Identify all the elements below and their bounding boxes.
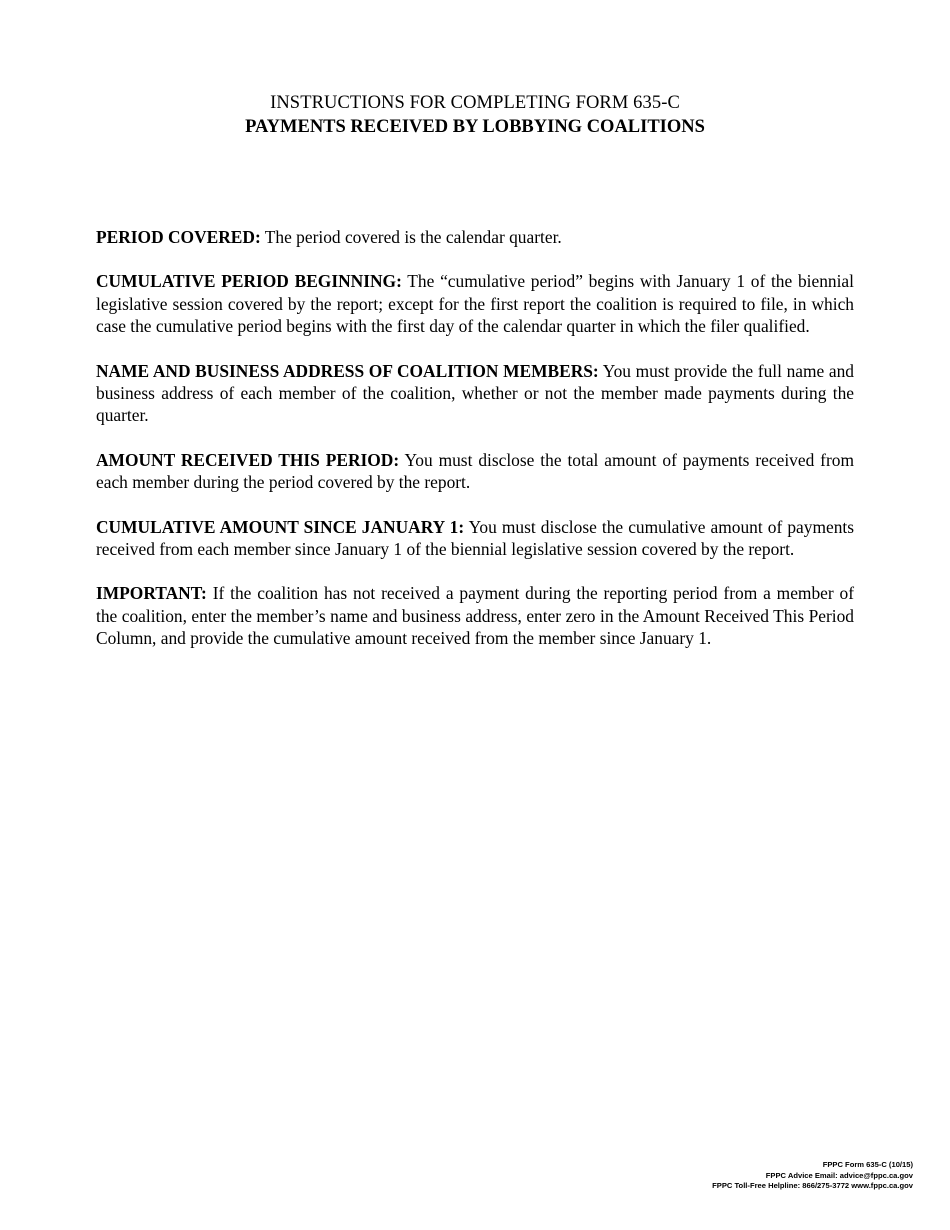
section-amount-received-this-period xyxy=(96,449,854,494)
page-footer xyxy=(712,1160,913,1192)
section-heading: IMPORTANT: xyxy=(96,583,207,604)
instructions-body xyxy=(96,226,854,672)
section-cumulative-period-beginning xyxy=(96,270,854,337)
section-text: You must provide the full name and business address of each member of the coalition, whether or not the member made payments during the quarter. xyxy=(96,360,855,426)
section-heading: CUMULATIVE PERIOD BEGINNING: xyxy=(96,271,402,292)
section-name-and-business-address xyxy=(96,360,854,427)
section-text: If the coalition has not received a payment during the reporting period from a member of the coalition, enter the member’s name and business address, enter zero in the Amount Received This Period Column, and provide the cumulative amount received from the member since January 1. xyxy=(96,583,854,649)
section-important xyxy=(96,582,854,649)
section-text: You must disclose the cumulative amount of payments received from each member since January 1 of the biennial legislative session covered by the report. xyxy=(96,516,854,560)
section-period-covered xyxy=(96,226,854,248)
document-title xyxy=(0,91,950,139)
footer-advice-email: FPPC Advice Email: advice@fppc.ca.gov xyxy=(765,1170,913,1180)
title-line-form-name: PAYMENTS RECEIVED BY LOBBYING COALITIONS xyxy=(245,117,705,137)
section-heading: NAME AND BUSINESS ADDRESS OF COALITION MEMBERS: xyxy=(96,360,599,381)
section-heading: AMOUNT RECEIVED THIS PERIOD: xyxy=(96,449,400,470)
section-heading: PERIOD COVERED: xyxy=(96,227,261,247)
title-line-instructions: INSTRUCTIONS FOR COMPLETING FORM 635-C xyxy=(270,93,680,113)
section-text: The “cumulative period” begins with January 1 of the biennial legislative session covered by the report; except for the first report the coalition is required to file, in which case the cumulative period begins with the first day of the calendar quarter in which the filer qualified. xyxy=(96,271,854,337)
section-text: You must disclose the total amount of payments received from each member during the period covered by the report. xyxy=(96,449,854,493)
section-text: The period covered is the calendar quarter. xyxy=(264,227,562,247)
section-cumulative-amount-since-january xyxy=(96,516,854,561)
footer-helpline: FPPC Toll-Free Helpline: 866/275-3772 www.fppc.ca.gov xyxy=(712,1181,913,1191)
footer-form-id: FPPC Form 635-C (10/15) xyxy=(822,1160,913,1169)
section-heading: CUMULATIVE AMOUNT SINCE JANUARY 1: xyxy=(96,516,465,537)
